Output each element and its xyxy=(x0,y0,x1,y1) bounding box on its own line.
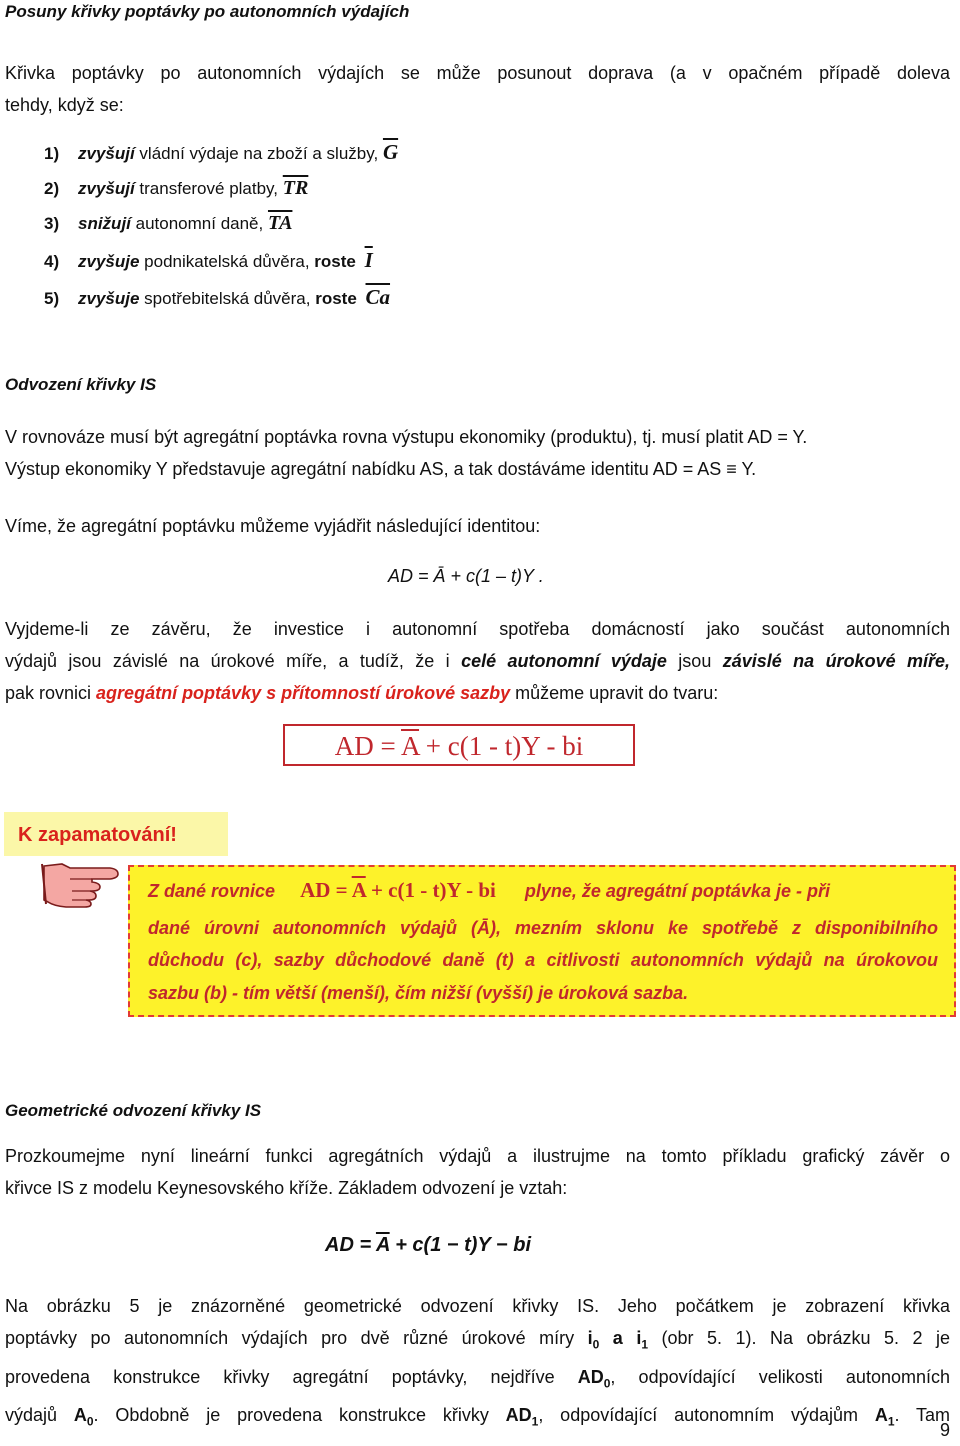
equation-ad-geometric: AD = $\overline{A} + c(1 - t)Y$ − bi xyxy=(325,1234,531,1256)
intro-text xyxy=(5,57,950,121)
symbol-g: $\overline{G}$ xyxy=(382,140,399,164)
callout-line: důchodu (c), sazby důchodové daně (t) a citlivosti autonomních výdajů na úrokovou xyxy=(148,950,938,970)
para-line: poptávky po autonomních výdajích pro dvě různé úrokové míry $i_0$ a $i_1$ (obr 5. 1). Na obrázku 5. 2 je xyxy=(5,1328,950,1352)
symbol-ta: $\overline{TA}$ xyxy=(267,212,293,234)
symbol-tr: $\overline{TR}$ xyxy=(282,177,309,199)
para-line: výdajů $A_0$. Obdobně je provedena konstrukce křivky $AD_1$, odpovídající autonomním výdajům $A_1$. Tam xyxy=(5,1405,951,1429)
pointing-hand-icon xyxy=(40,858,124,910)
list-item: 1) zvyšují vládní výdaje na zboží a služby, $\overline{G}$ xyxy=(44,140,399,164)
para-line: provedena konstrukce křivky agregátní poptávky, nejdříve $AD_0$, odpovídající velikosti autonomních xyxy=(5,1366,950,1391)
symbol-ca: $\overline{Ca}$ xyxy=(365,285,391,309)
list-item: 5) zvyšuje spotřebitelská důvěra, roste $\overline{Ca}$ xyxy=(44,285,391,309)
list-item: 2) zvyšují transferové platby, $\overline{TR}$ xyxy=(44,177,309,199)
page-number: 9 xyxy=(939,1420,950,1440)
figure-paragraph xyxy=(5,1290,950,1438)
para-line: pak rovnici agregátní poptávky s přítomností úrokové sazby můžeme upravit do tvaru: xyxy=(5,683,719,703)
equation-ad-basic: AD = Ā + c(1 – t)Y . xyxy=(388,566,544,586)
symbol-i: $\overline{I}$ xyxy=(364,248,373,272)
para-line: V rovnováze musí být agregátní poptávka rovna výstupu ekonomiky (produktu), tj. musí platit AD = Y. xyxy=(5,427,808,447)
list-item: 3) snižují autonomní daně, $\overline{TA}$ xyxy=(44,212,293,234)
para-line: Prozkoumejme nyní lineární funkci agregátních výdajů a ilustrujme na tomto příkladu grafický závěr o xyxy=(5,1146,950,1166)
para-line: Na obrázku 5 je znázorněné geometrické odvození křivky IS. Jeho počátkem je zobrazení křivka xyxy=(5,1296,950,1316)
intro-line-2: tehdy, když se: xyxy=(5,95,124,115)
section-heading-geometric: Geometrické odvození křivky IS xyxy=(5,1101,262,1120)
equation-ad-interest-box: AD = $\overline{A} + c(1 - t)Y$ - bi xyxy=(283,724,635,766)
callout-line: dané úrovni autonomních výdajů (Ā), mezním sklonu ke spotřebě z disponibilního xyxy=(148,918,938,938)
identity-intro: Víme, že agregátní poptávku můžeme vyjádřit následující identitou: xyxy=(5,516,541,536)
list-item: 4) zvyšuje podnikatelská důvěra, roste $\overline{I}$ xyxy=(44,248,373,272)
intro-line-1: Křivka poptávky po autonomních výdajích se může posunout doprava (a v opačném případě doleva xyxy=(5,63,950,83)
equilibrium-paragraph xyxy=(5,421,950,485)
para-line: Výstup ekonomiky Y představuje agregátní nabídku AS, a tak dostáváme identitu AD = AS ≡ Y. xyxy=(5,459,757,479)
explore-paragraph xyxy=(5,1140,950,1204)
callout-line: Z dané rovnice AD = $\overline{A} + c(1 - t)Y$ - bi plyne, že agregátní poptávka je - při xyxy=(148,878,830,902)
para-line: křivce IS z modelu Keynesovského kříže. Základem odvození je vztah: xyxy=(5,1178,568,1198)
para-line: výdajů jsou závislé na úrokové míře, a tudíž, že i celé autonomní výdaje jsou závislé na úrokové míře, xyxy=(5,651,950,671)
callout-equation: AD = $\overline{A} + c(1 - t)Y$ - bi xyxy=(300,878,496,902)
investment-paragraph xyxy=(5,613,950,709)
remember-callout-box xyxy=(128,865,956,1017)
section-heading-shifts: Posuny křivky poptávky po autonomních výdajích xyxy=(5,2,410,21)
callout-line: sazbu (b) - tím větší (menší), čím nižší (vyšší) je úroková sazba. xyxy=(148,983,689,1003)
section-heading-is: Odvození křivky IS xyxy=(5,375,157,394)
remember-label: K zapamatování! xyxy=(4,812,228,856)
para-line: Vyjdeme-li ze závěru, že investice i autonomní spotřeba domácností jako součást autonomních xyxy=(5,619,950,639)
